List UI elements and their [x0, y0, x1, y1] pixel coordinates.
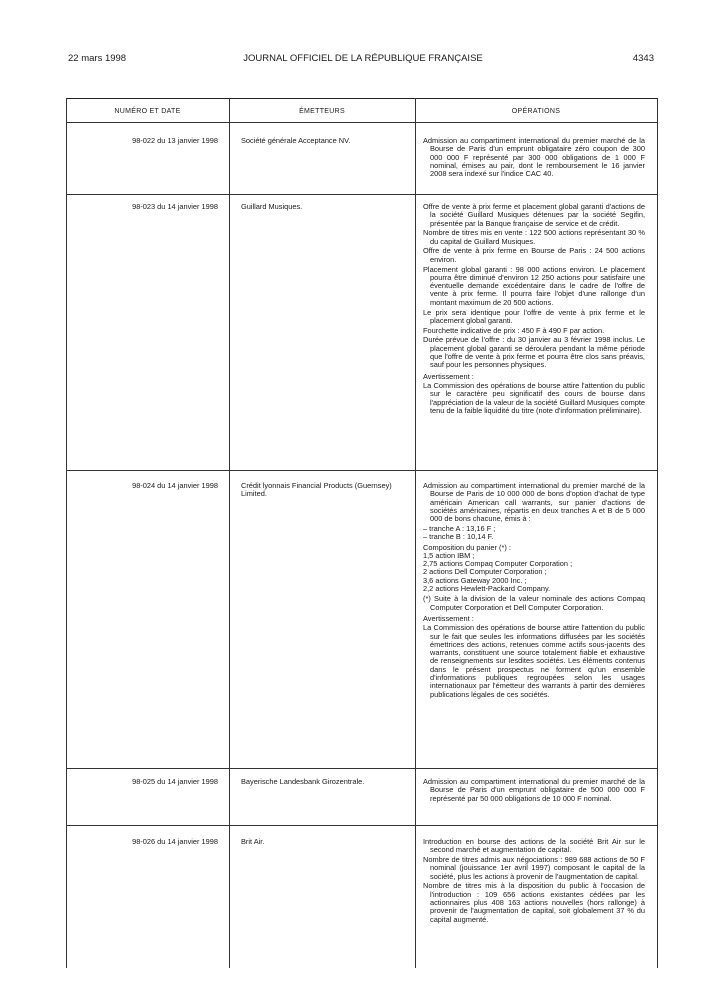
row-separator	[66, 768, 658, 769]
operation-paragraph: Offre de vente à prix ferme et placement global garanti d'actions de la société Guillard Musiques détenues par la société Segifin, présentée par la Banque française de service et de crédit.	[423, 202, 645, 228]
entry-issuer: Bayerische Landesbank Girozentrale.	[241, 777, 365, 786]
operation-paragraph: Nombre de titres admis aux négociations : 989 688 actions de 50 F nominal (jouissance 1er avril 1997) composant le capital de la société, plus les actions à provenir de l'augmentation de capital.	[423, 855, 645, 881]
column-divider-2	[415, 98, 416, 968]
notice-title: Avertissement :	[423, 371, 474, 381]
operation-paragraph: Placement global garanti : 98 000 actions environ. Le placement pourra être diminué d'environ 12 250 actions pour satisfaire une éventuelle demande excédentaire dans le cadre de l'offre de vente à prix ferme. Il pourra faire l'objet d'une rallonge d'un montant maximum de 20 500 actions.	[423, 264, 645, 307]
basket-item: 2 actions Dell Computer Corporation ;	[423, 567, 547, 577]
operation-paragraph: Fourchette indicative de prix : 450 F à 490 F par action.	[423, 325, 605, 335]
column-header-operations: OPÉRATIONS	[511, 108, 561, 115]
page-number: 4343	[632, 53, 654, 64]
tranche-line: – tranche A : 13,16 F ;	[423, 523, 496, 533]
entry-operations	[423, 482, 645, 700]
entry-operations	[423, 778, 645, 804]
entry-issuer: Brit Air.	[241, 837, 265, 846]
entry-issuer: Société générale Acceptance NV.	[241, 136, 351, 145]
journal-title: JOURNAL OFFICIEL DE LA RÉPUBLIQUE FRANÇAISE	[243, 53, 483, 64]
basket-item: 1,5 action IBM ;	[423, 550, 475, 560]
operation-paragraph: Admission au compartiment international du premier marché de la Bourse de Paris d'un emprunt obligataire de 500 000 000 F représenté par 50 000 obligations de 10 000 F nominal.	[423, 777, 645, 803]
row-separator	[66, 194, 658, 195]
notice-text: La Commission des opérations de bourse attire l'attention du public sur le caractère peu significatif des cours de bourse dans l'appréciation de la valeur de la société Guillard Musiques compte tenu de la faible liquidité du titre (note d'information préliminaire).	[423, 380, 645, 415]
entry-number: 98-024 du 14 janvier 1998	[132, 481, 218, 490]
column-divider-1	[229, 98, 230, 968]
basket-item: 2,2 actions Hewlett-Packard Company.	[423, 584, 551, 594]
entry-number: 98-026 du 14 janvier 1998	[132, 837, 218, 846]
operation-paragraph: Offre de vente à prix ferme en Bourse de Paris : 24 500 actions environ.	[423, 246, 645, 264]
entry-issuer: Guillard Musiques.	[241, 202, 303, 211]
operation-paragraph: Nombre de titres mis à la disposition du public à l'occasion de l'introduction : 109 656 actions existantes cédées par les actionnaires plus 408 163 actions nouvelles (hors rallonge) à provenir de l'augmentation de capital, soit globalement 37 % du capital augmenté.	[423, 881, 645, 924]
operation-paragraph: Introduction en bourse des actions de la société Brit Air sur le second marché et augmentation de capital.	[423, 837, 645, 855]
operation-paragraph: Admission au compartiment international du premier marché de la Bourse de Paris de 10 000 000 de bons d'option d'achat de type américain American call warrants, sur panier d'actions de sociétés américaines, répartis en deux tranches A et B de 5 000 000 de bons chacune, émis à :	[423, 481, 645, 524]
row-separator	[66, 825, 658, 826]
row-separator	[66, 470, 658, 471]
entry-operations	[423, 137, 645, 180]
operation-paragraph: Durée prévue de l'offre : du 30 janvier au 3 février 1998 inclus. Le placement global garanti se déroulera pendant la même période que l'offre de vente à prix ferme et pourra être clos sans préavis, sauf pour les personnes physiques.	[423, 335, 645, 370]
table-top-rule	[66, 98, 658, 99]
entry-issuer: Crédit lyonnais Financial Products (Guernsey) Limited.	[241, 481, 392, 499]
column-header-numero: NUMÉRO ET DATE	[114, 108, 181, 115]
table-right-border	[657, 98, 658, 968]
operation-paragraph: Le prix sera identique pour l'offre de vente à prix ferme et le placement global garanti.	[423, 307, 645, 325]
basket-item: 3,6 actions Gateway 2000 Inc. ;	[423, 575, 527, 585]
basket-item: 2,75 actions Compaq Computer Corporation ;	[423, 559, 573, 569]
notice-title: Avertissement :	[423, 613, 474, 623]
entry-operations	[423, 203, 645, 417]
tranche-line: – tranche B : 10,14 F.	[423, 532, 494, 542]
header-bottom-rule	[66, 122, 658, 123]
notice-text: La Commission des opérations de bourse attire l'attention du public sur le fait que seules les informations diffusées par les sociétés émettrices des actions, retenues comme actifs sous-jacents des warrants, constituent une source totalement fiable et exhaustive de renseignements sur lesdites sociétés. Les éléments contenus dans le présent prospectus ne forment qu'un ensemble d'informations publiques regroupées selon les usages internationaux par l'émetteur des warrants à partir des dernières publications légales de ces sociétés.	[423, 623, 645, 699]
operation-paragraph: Nombre de titres mis en vente : 122 500 actions représentant 30 % du capital de Guillard Musiques.	[423, 228, 645, 246]
basket-title: Composition du panier (*) :	[423, 542, 511, 552]
entry-operations	[423, 838, 645, 925]
entry-number: 98-023 du 14 janvier 1998	[132, 202, 218, 211]
operation-paragraph: Admission au compartiment international du premier marché de la Bourse de Paris d'un emprunt obligataire zéro coupon de 300 000 000 F représenté par 300 000 obligations de 1 000 F nominal, émises au pair, dont le remboursement le 16 janvier 2008 sera indexé sur l'indice CAC 40.	[423, 136, 645, 179]
header-date: 22 mars 1998	[68, 53, 127, 64]
entry-number: 98-022 du 13 janvier 1998	[132, 136, 218, 145]
footnote: (*) Suite à la division de la valeur nominale des actions Compaq Computer Corporation et Dell Computer Corporation.	[423, 594, 645, 612]
column-header-emetteurs: ÉMETTEURS	[299, 108, 345, 115]
entry-number: 98-025 du 14 janvier 1998	[132, 777, 218, 786]
